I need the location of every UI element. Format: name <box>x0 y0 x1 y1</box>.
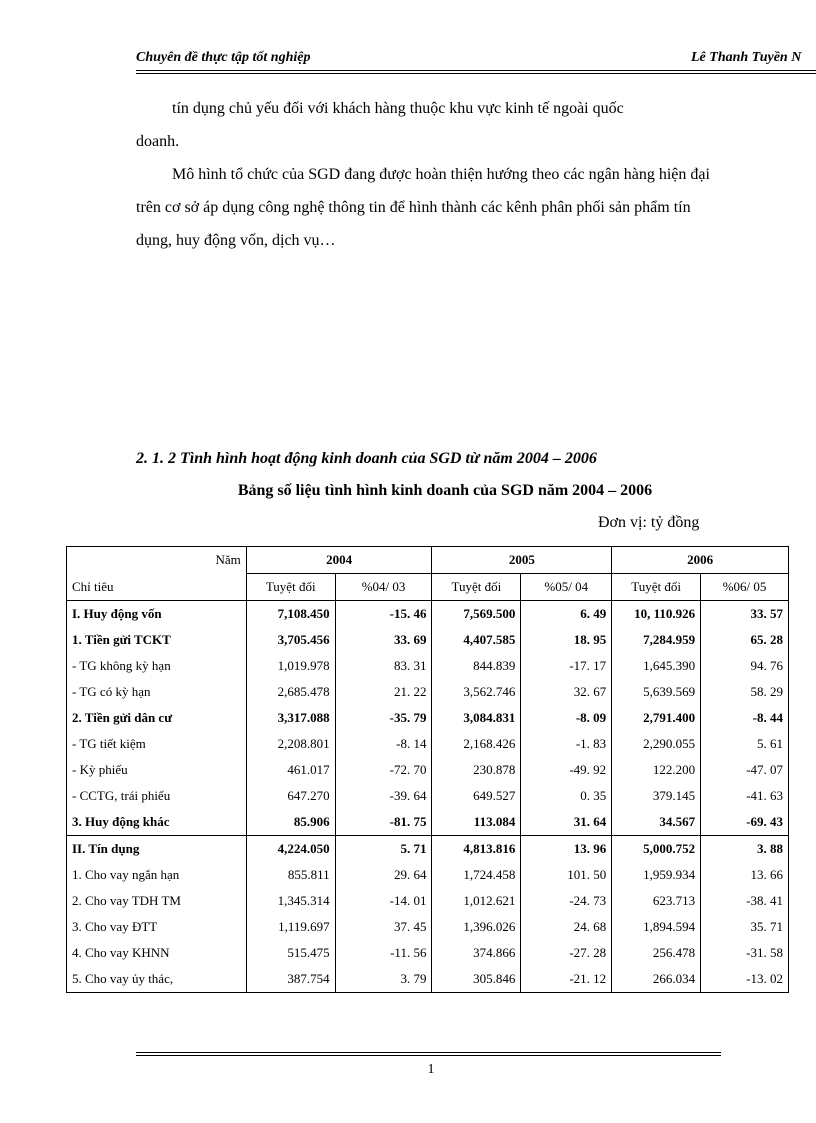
header-document-title: Chuyên đề thực tập tốt nghiệp <box>136 50 311 65</box>
value-cell: -35. 79 <box>335 705 432 731</box>
value-cell: -15. 46 <box>335 601 432 628</box>
value-cell: 7,284.959 <box>612 627 701 653</box>
value-cell: 122.200 <box>612 757 701 783</box>
table-row <box>67 731 789 757</box>
year-header: 2005 <box>432 547 612 574</box>
value-cell: 3,705.456 <box>246 627 335 653</box>
header-rule <box>136 70 816 71</box>
row-label: 5. Cho vay ủy thác, <box>72 971 174 986</box>
paragraph-1-line-2: doanh. <box>136 133 180 150</box>
footer-rule <box>136 1055 721 1056</box>
table-row <box>67 627 789 653</box>
value-cell: 37. 45 <box>335 914 432 940</box>
value-cell: 113.084 <box>432 809 521 836</box>
table-row <box>67 966 789 993</box>
subheader-cell: %06/ 05 <box>701 574 789 601</box>
paragraph-2: Mô hình tổ chức của SGD đang được hoàn thiện hướng theo các ngân hàng hiện đại trên cơ sở áp dụng công nghệ thông tin để hình thành các kênh phân phối sản phẩm tín dụng, huy động vốn, dịch vụ… <box>136 166 710 249</box>
section-title: 2. 1. 2 Tình hình hoạt động kinh doanh của SGD từ năm 2004 – 2006 <box>136 450 597 467</box>
value-cell: 2,168.426 <box>432 731 521 757</box>
footer-rule <box>136 1052 721 1053</box>
value-cell: 0. 35 <box>521 783 612 809</box>
value-cell: -38. 41 <box>701 888 789 914</box>
value-cell: 623.713 <box>612 888 701 914</box>
value-cell: -8. 14 <box>335 731 432 757</box>
table-row <box>67 601 789 628</box>
unit-label: Đơn vị: tỷ đồng <box>598 514 700 531</box>
value-cell: 1,012.621 <box>432 888 521 914</box>
value-cell: 7,569.500 <box>432 601 521 628</box>
value-cell: 6. 49 <box>521 601 612 628</box>
value-cell: 649.527 <box>432 783 521 809</box>
value-cell: 18. 95 <box>521 627 612 653</box>
value-cell: 461.017 <box>246 757 335 783</box>
value-cell: 83. 31 <box>335 653 432 679</box>
value-cell: -14. 01 <box>335 888 432 914</box>
value-cell: 647.270 <box>246 783 335 809</box>
table-row <box>67 888 789 914</box>
value-cell: 3,084.831 <box>432 705 521 731</box>
value-cell: 1,959.934 <box>612 862 701 888</box>
value-cell: 58. 29 <box>701 679 789 705</box>
value-cell: 4,407.585 <box>432 627 521 653</box>
row-label: 4. Cho vay KHNN <box>72 945 170 960</box>
value-cell: 85.906 <box>246 809 335 836</box>
value-cell: -24. 73 <box>521 888 612 914</box>
table-row <box>67 783 789 809</box>
value-cell: 230.878 <box>432 757 521 783</box>
value-cell: 5,639.569 <box>612 679 701 705</box>
value-cell: 515.475 <box>246 940 335 966</box>
paragraph-1-line-1: tín dụng chủ yếu đối với khách hàng thuộc khu vực kinh tế ngoài quốc <box>172 100 624 117</box>
value-cell: -13. 02 <box>701 966 789 993</box>
value-cell: -39. 64 <box>335 783 432 809</box>
table-title: Bảng số liệu tình hình kinh doanh của SGD năm 2004 – 2006 <box>237 482 653 499</box>
subheader-cell: Tuyệt đối <box>612 574 701 601</box>
value-cell: 32. 67 <box>521 679 612 705</box>
value-cell: 2,791.400 <box>612 705 701 731</box>
value-cell: 65. 28 <box>701 627 789 653</box>
value-cell: 29. 64 <box>335 862 432 888</box>
corner-year-label: Năm <box>215 552 241 568</box>
table-row <box>67 862 789 888</box>
value-cell: 1,345.314 <box>246 888 335 914</box>
row-label: 3. Cho vay ĐTT <box>72 919 158 934</box>
subheader-cell: Tuyệt đối <box>246 574 335 601</box>
table-row <box>67 679 789 705</box>
corner-indicator-label: Chỉ tiêu <box>67 574 247 601</box>
value-cell: -41. 63 <box>701 783 789 809</box>
row-label: 3. Huy động khác <box>72 814 170 829</box>
value-cell: 10, 110.926 <box>612 601 701 628</box>
table-row <box>67 809 789 836</box>
business-data-table <box>66 546 789 993</box>
value-cell: 5. 71 <box>335 836 432 863</box>
value-cell: 387.754 <box>246 966 335 993</box>
value-cell: 844.839 <box>432 653 521 679</box>
table-header-years <box>67 547 789 574</box>
value-cell: 33. 69 <box>335 627 432 653</box>
value-cell: 94. 76 <box>701 653 789 679</box>
value-cell: -8. 44 <box>701 705 789 731</box>
value-cell: 305.846 <box>432 966 521 993</box>
value-cell: -72. 70 <box>335 757 432 783</box>
value-cell: -31. 58 <box>701 940 789 966</box>
table-row <box>67 914 789 940</box>
row-label: 1. Tiền gửi TCKT <box>72 632 171 647</box>
value-cell: 31. 64 <box>521 809 612 836</box>
table-row <box>67 757 789 783</box>
header-rule <box>136 73 816 74</box>
value-cell: 2,685.478 <box>246 679 335 705</box>
value-cell: 7,108.450 <box>246 601 335 628</box>
table-body <box>67 547 789 993</box>
value-cell: -11. 56 <box>335 940 432 966</box>
paragraph-1 <box>136 92 718 158</box>
value-cell: -1. 83 <box>521 731 612 757</box>
value-cell: 24. 68 <box>521 914 612 940</box>
value-cell: 256.478 <box>612 940 701 966</box>
value-cell: 21. 22 <box>335 679 432 705</box>
value-cell: 13. 66 <box>701 862 789 888</box>
row-label: - TG tiết kiệm <box>72 736 146 751</box>
value-cell: -17. 17 <box>521 653 612 679</box>
table-row <box>67 705 789 731</box>
value-cell: 1,119.697 <box>246 914 335 940</box>
page-header <box>136 50 816 70</box>
header-author: Lê Thanh Tuyền N <box>691 50 802 65</box>
row-label: 2. Tiền gửi dân cư <box>72 710 173 725</box>
value-cell: 3,317.088 <box>246 705 335 731</box>
value-cell: 3. 88 <box>701 836 789 863</box>
table-row <box>67 940 789 966</box>
subheader-cell: Tuyệt đối <box>432 574 521 601</box>
value-cell: 13. 96 <box>521 836 612 863</box>
subheader-cell: %04/ 03 <box>335 574 432 601</box>
subheader-cell: %05/ 04 <box>521 574 612 601</box>
row-label: - Kỳ phiếu <box>72 762 128 777</box>
value-cell: 374.866 <box>432 940 521 966</box>
value-cell: -69. 43 <box>701 809 789 836</box>
year-header: 2006 <box>612 547 789 574</box>
row-label: - TG có kỳ hạn <box>72 684 151 699</box>
value-cell: 1,724.458 <box>432 862 521 888</box>
value-cell: 4,813.816 <box>432 836 521 863</box>
value-cell: -21. 12 <box>521 966 612 993</box>
row-label: 1. Cho vay ngắn hạn <box>72 867 180 882</box>
value-cell: -49. 92 <box>521 757 612 783</box>
row-label: - TG không kỳ hạn <box>72 658 171 673</box>
value-cell: 1,396.026 <box>432 914 521 940</box>
value-cell: 35. 71 <box>701 914 789 940</box>
value-cell: -27. 28 <box>521 940 612 966</box>
value-cell: 101. 50 <box>521 862 612 888</box>
value-cell: 33. 57 <box>701 601 789 628</box>
value-cell: 266.034 <box>612 966 701 993</box>
value-cell: 1,019.978 <box>246 653 335 679</box>
value-cell: -47. 07 <box>701 757 789 783</box>
value-cell: -81. 75 <box>335 809 432 836</box>
row-label: II. Tín dụng <box>67 836 247 863</box>
table-row <box>67 653 789 679</box>
value-cell: 3. 79 <box>335 966 432 993</box>
value-cell: 855.811 <box>246 862 335 888</box>
value-cell: 34.567 <box>612 809 701 836</box>
row-label: I. Huy động vốn <box>72 606 162 621</box>
value-cell: 1,645.390 <box>612 653 701 679</box>
row-label: 2. Cho vay TDH TM <box>72 893 181 908</box>
table-row <box>67 836 789 863</box>
value-cell: 379.145 <box>612 783 701 809</box>
table-header-subcolumns <box>67 574 789 601</box>
value-cell: 1,894.594 <box>612 914 701 940</box>
row-label: - CCTG, trái phiếu <box>72 788 171 803</box>
value-cell: -8. 09 <box>521 705 612 731</box>
value-cell: 4,224.050 <box>246 836 335 863</box>
value-cell: 2,290.055 <box>612 731 701 757</box>
value-cell: 5. 61 <box>701 731 789 757</box>
value-cell: 2,208.801 <box>246 731 335 757</box>
value-cell: 3,562.746 <box>432 679 521 705</box>
year-header: 2004 <box>246 547 432 574</box>
value-cell: 5,000.752 <box>612 836 701 863</box>
page-number: 1 <box>427 1062 435 1077</box>
